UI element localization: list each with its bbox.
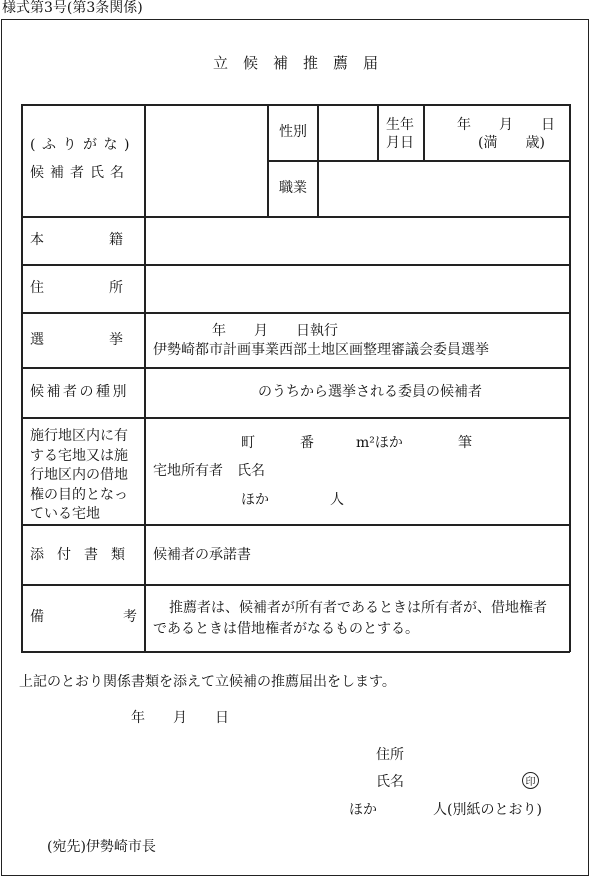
seal-mark: 印 — [522, 772, 539, 789]
election-date: 年 月 日執行 — [212, 323, 338, 339]
form-title: 立 候 補 推 薦 届 — [212, 54, 378, 72]
signer-others: ほか 人(別紙のとおり) — [349, 802, 542, 818]
furigana-label-text: (ふりがな) — [30, 137, 136, 153]
address-label: 住所 — [30, 280, 188, 296]
attachments-value: 候補者の承諾書 — [153, 547, 251, 563]
election-row-label — [30, 332, 188, 348]
gender-label: 性別 — [279, 124, 307, 140]
attachments-label: 添付書類 — [30, 547, 138, 563]
form-number: 様式第3号(第3条関係) — [2, 0, 143, 16]
land-persons: 人 — [330, 492, 344, 508]
candidate-type-label: 候補者の種別 — [30, 384, 129, 400]
remarks-line2: であるときは借地権者がなるものとする。 — [153, 621, 419, 637]
signer-address-label: 住所 — [376, 747, 404, 763]
land-ban: 番 — [300, 435, 314, 451]
signer-name-label: 氏名 — [376, 774, 404, 790]
remarks-row-label — [30, 609, 216, 625]
land-label-line: ている宅地 — [30, 506, 100, 522]
land-label — [30, 427, 128, 525]
remarks-line1: 推薦者は、候補者が所有者であるときは所有者が、借地権者 — [169, 600, 547, 616]
land-label-line: 権の目的となっ — [30, 486, 128, 503]
address-row-label — [30, 280, 188, 296]
date-line: 年 月 日 — [131, 710, 229, 726]
election-name: 伊勢崎都市計画事業西部土地区画整理審議会委員選挙 — [153, 342, 489, 358]
birth-date-field: 年 月 日 — [457, 117, 555, 133]
addressee: (宛先)伊勢崎市長 — [47, 839, 156, 855]
land-label-line: する宅地又は施 — [30, 447, 128, 464]
land-area: m²ほか — [356, 435, 403, 451]
occupation-label: 職業 — [279, 180, 307, 196]
statement: 上記のとおり関係書類を添えて立候補の推薦届出をします。 — [19, 674, 396, 690]
birth-label-line1: 生年 — [386, 117, 414, 133]
honseki-label: 本籍 — [30, 232, 188, 248]
land-owner-label: 宅地所有者 氏名 — [153, 463, 265, 479]
honseki-row-label — [30, 232, 188, 248]
land-others: ほか — [241, 492, 269, 508]
candidate-name-label: 候補者氏名 — [30, 165, 130, 181]
age-field: (満 歳) — [478, 135, 545, 151]
election-label: 選挙 — [30, 332, 188, 348]
land-label-line: 行地区内の借地 — [30, 467, 128, 483]
land-label-line: 施行地区内に有 — [30, 428, 128, 444]
birth-label-line2: 月日 — [386, 135, 414, 151]
candidate-type-value: のうちから選挙される委員の候補者 — [258, 384, 482, 400]
furigana-label — [30, 138, 136, 152]
land-hitsu: 筆 — [458, 435, 472, 451]
land-town: 町 — [241, 435, 255, 451]
remarks-label: 備考 — [30, 609, 216, 625]
